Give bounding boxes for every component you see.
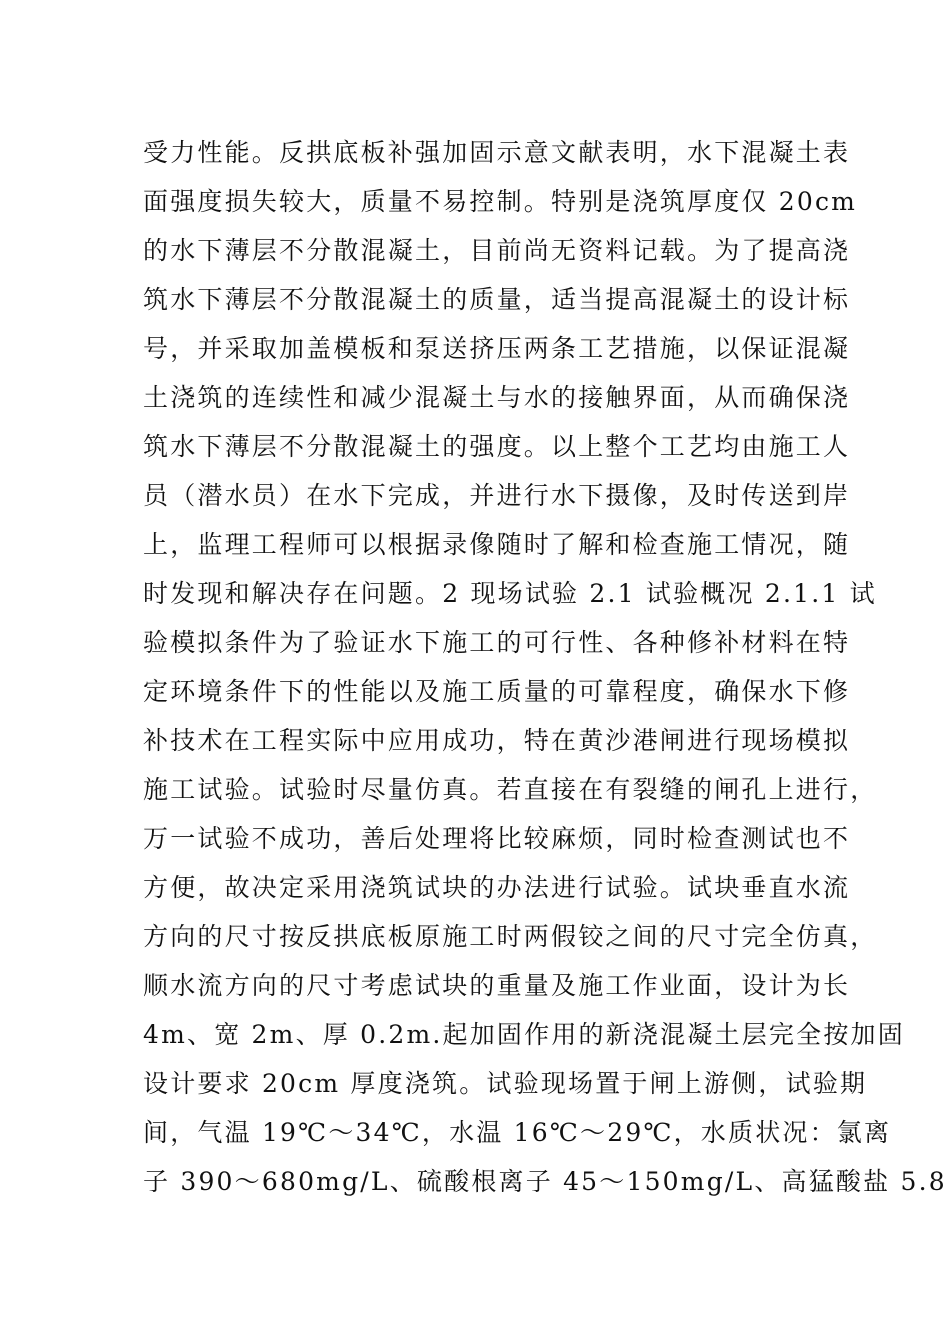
text-line: 设计要求 20cm 厚度浇筑。试验现场置于闸上游侧，试验期: [143, 1069, 868, 1098]
text-line: 土浇筑的连续性和减少混凝土与水的接触界面，从而确保浇: [143, 383, 851, 412]
text-line: 时发现和解决存在问题。2 现场试验 2.1 试验概况 2.1.1 试: [143, 579, 877, 608]
text-line: 验模拟条件为了验证水下施工的可行性、各种修补材料在特: [143, 628, 851, 657]
text-line: 受力性能。反拱底板补强加固示意文献表明，水下混凝土表: [143, 138, 851, 167]
text-line: 员（潜水员）在水下完成，并进行水下摄像，及时传送到岸: [143, 481, 851, 510]
text-line: 号，并采取加盖模板和泵送挤压两条工艺措施，以保证混凝: [143, 334, 851, 363]
text-line: 筑水下薄层不分散混凝土的质量，适当提高混凝土的设计标: [143, 285, 851, 314]
text-line: 施工试验。试验时尽量仿真。若直接在有裂缝的闸孔上进行，: [143, 775, 878, 804]
text-line: 方便，故决定采用浇筑试块的办法进行试验。试块垂直水流: [143, 873, 851, 902]
body-text: [143, 128, 947, 1206]
text-line: 间，气温 19℃～34℃，水温 16℃～29℃，水质状况：氯离: [143, 1118, 892, 1147]
text-line: 的水下薄层不分散混凝土，目前尚无资料记载。为了提高浇: [143, 236, 851, 265]
text-line: 顺水流方向的尺寸考虑试块的重量及施工作业面，设计为长: [143, 971, 851, 1000]
text-line: 子 390～680mg/L、硫酸根离子 45～150mg/L、高猛酸盐 5.8: [143, 1167, 947, 1196]
text-line: 筑水下薄层不分散混凝土的强度。以上整个工艺均由施工人: [143, 432, 851, 461]
text-line: 万一试验不成功，善后处理将比较麻烦，同时检查测试也不: [143, 824, 851, 853]
text-line: 补技术在工程实际中应用成功，特在黄沙港闸进行现场模拟: [143, 726, 851, 755]
text-line: 4m、宽 2m、厚 0.2m.起加固作用的新浇混凝土层完全按加固: [143, 1020, 905, 1049]
text-line: 方向的尺寸按反拱底板原施工时两假铰之间的尺寸完全仿真，: [143, 922, 878, 951]
text-line: 面强度损失较大，质量不易控制。特别是浇筑厚度仅 20cm: [143, 187, 858, 216]
text-line: 上，监理工程师可以根据录像随时了解和检查施工情况，随: [143, 530, 851, 559]
text-line: 定环境条件下的性能以及施工质量的可靠程度，确保水下修: [143, 677, 851, 706]
